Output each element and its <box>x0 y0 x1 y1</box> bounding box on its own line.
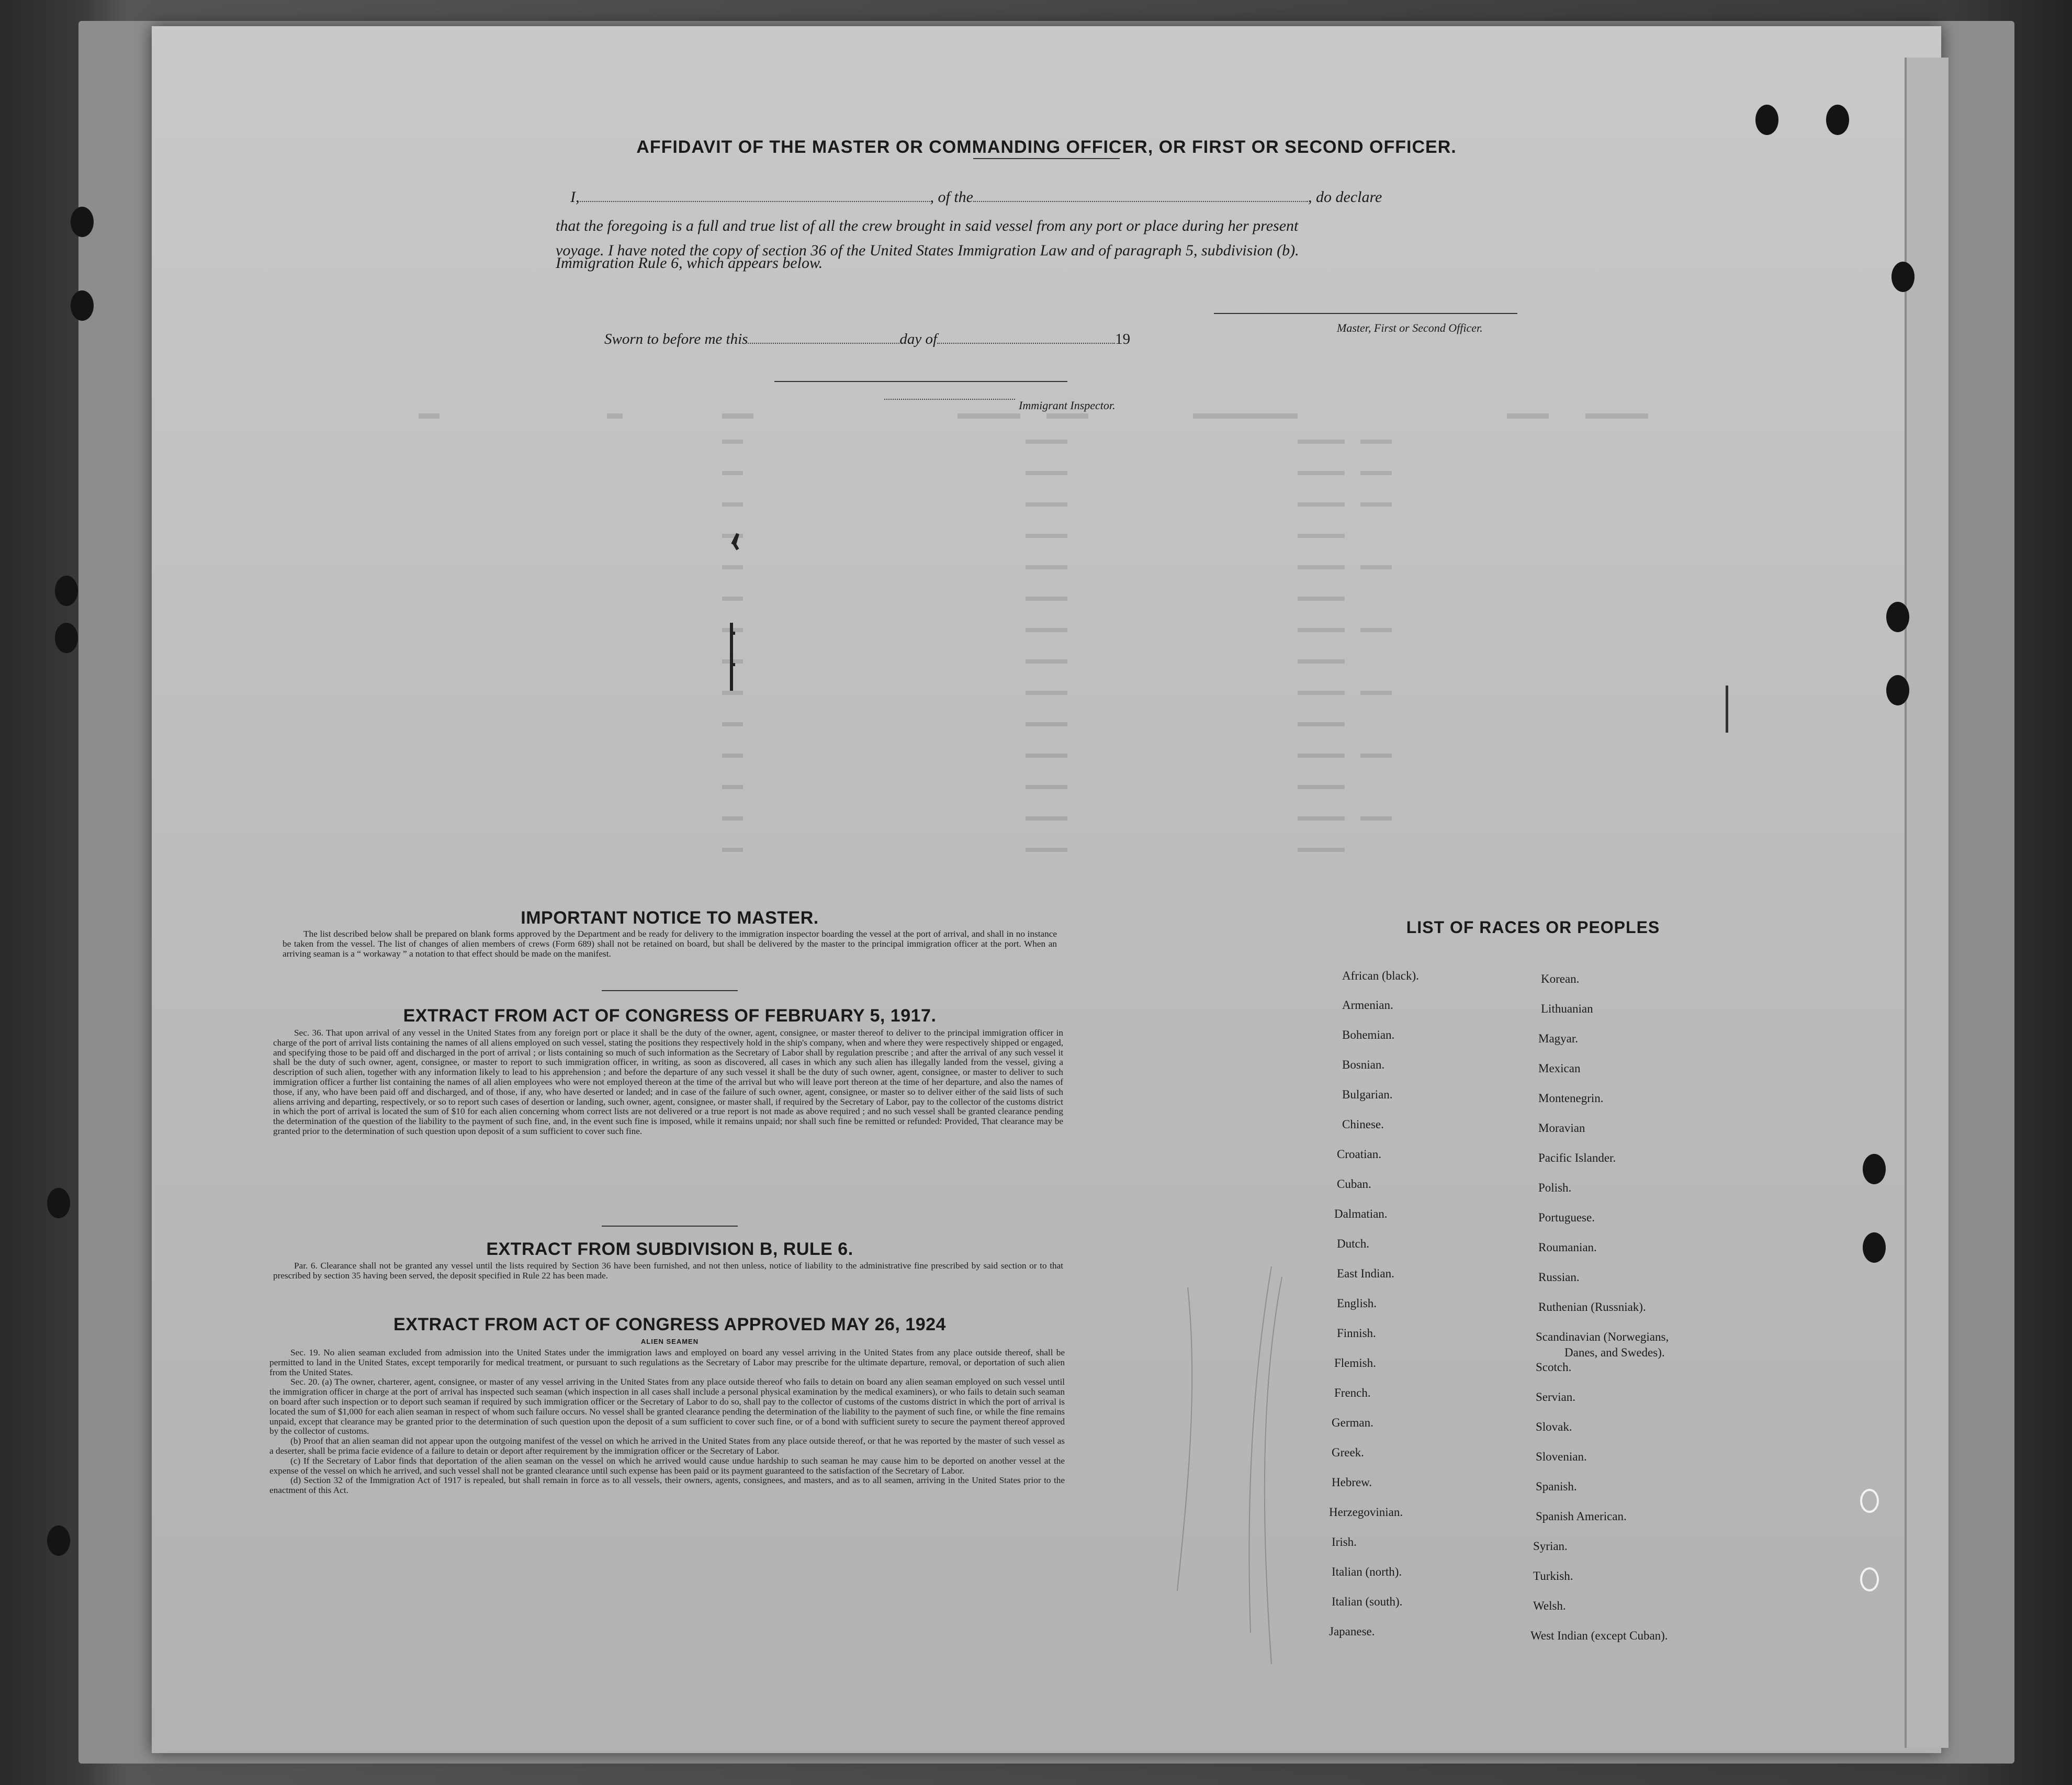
page-edge <box>1905 58 1949 1748</box>
punch-hole <box>1860 1489 1879 1513</box>
race-item: Greek. <box>1332 1446 1364 1459</box>
race-item: Cuban. <box>1337 1177 1371 1191</box>
race-item: Bohemian. <box>1342 1028 1395 1041</box>
divider <box>973 158 1120 159</box>
race-item: English. <box>1337 1297 1377 1310</box>
race-item: Slovenian. <box>1536 1450 1587 1463</box>
race-item: Roumanian. <box>1538 1241 1597 1254</box>
race-item: Spanish. <box>1536 1480 1577 1493</box>
race-item: Slovak. <box>1536 1420 1572 1433</box>
punch-hole <box>1826 105 1849 135</box>
extract-1924-subtitle: ALIEN SEAMEN <box>640 1338 699 1345</box>
punch-hole <box>71 207 94 237</box>
race-item: Lithuanian <box>1541 1002 1593 1015</box>
race-item: Hebrew. <box>1332 1476 1372 1489</box>
race-item: Spanish American. <box>1536 1510 1627 1523</box>
punch-hole <box>1886 602 1909 632</box>
race-item: Syrian. <box>1533 1540 1568 1553</box>
month-blank[interactable] <box>937 343 1115 344</box>
punch-hole <box>47 1188 70 1218</box>
punch-hole <box>1860 1567 1879 1591</box>
race-item: Turkish. <box>1533 1569 1573 1582</box>
race-item: Dalmatian. <box>1334 1207 1388 1220</box>
race-item: Dutch. <box>1337 1237 1369 1250</box>
declare-label: , do declare <box>1308 188 1382 206</box>
race-item: Welsh. <box>1533 1599 1566 1612</box>
punch-hole <box>55 623 78 653</box>
punch-hole <box>1886 675 1909 705</box>
punch-hole <box>1863 1232 1886 1263</box>
punch-hole <box>55 576 78 606</box>
year-label: 19 <box>1115 331 1131 347</box>
extract-rule6-text: Par. 6. Clearance shall not be granted any vessel until the lists required by Section 36 have been furnished, and not then unless, notice of liability to the administrative fine prescribed by said section or to that prescribed by section 35 having been served, the deposit specified in Rule 22 has been made. <box>273 1261 1063 1281</box>
name-blank[interactable] <box>580 201 930 202</box>
section-19: Sec. 19. No alien seaman excluded from admission into the United States under the immigration laws and employed on board any vessel arriving in the United States from any place outside thereof, shall be permitted to land in the United States, except temporarily for medical treatment, or pursuant to such regulations as the Secretary of Labor may prescribe for the ultimate departure, removal, or deportation of such alien from the United States. <box>269 1348 1065 1377</box>
race-item: Montenegrin. <box>1538 1092 1604 1105</box>
punch-hole <box>1755 105 1778 135</box>
notice-title: IMPORTANT NOTICE TO MASTER. <box>521 908 819 928</box>
race-item: Polish. <box>1538 1181 1572 1194</box>
race-item: Armenian. <box>1342 998 1393 1012</box>
inspector-label: Immigrant Inspector. <box>1019 399 1116 412</box>
race-item: Bulgarian. <box>1342 1088 1393 1101</box>
extract-rule6-title: EXTRACT FROM SUBDIVISION B, RULE 6. <box>486 1239 853 1259</box>
race-item: Portuguese. <box>1538 1211 1595 1224</box>
race-item: Russian. <box>1538 1271 1580 1284</box>
punch-hole <box>71 290 94 321</box>
race-item: Danes, and Swedes). <box>1564 1346 1665 1359</box>
divider <box>602 1226 738 1227</box>
race-item: Croatian. <box>1337 1148 1381 1161</box>
vessel-blank[interactable] <box>973 201 1308 202</box>
race-item: African (black). <box>1342 969 1419 982</box>
race-item: Ruthenian (Russniak). <box>1538 1300 1646 1314</box>
section-20c: (c) If the Secretary of Labor finds that deportation of the alien seaman on the vessel on which he arrived would cause undue hardship to such seaman he may cause him to be deported on another vessel at the expense of the vessel on which he arrived, and such vessel shall not be granted clearance until such expense has been paid or its payment guaranteed to the satisfaction of the Secretary of Labor. <box>269 1455 1065 1476</box>
races-title: LIST OF RACES OR PEOPLES <box>1406 918 1660 937</box>
affidavit-line-4: Immigration Rule 6, which appears below. <box>556 254 823 272</box>
race-item: Italian (north). <box>1332 1565 1402 1578</box>
day-of-label: day of <box>899 331 938 347</box>
affidavit-line-1 <box>570 188 1382 206</box>
divider <box>602 990 738 991</box>
race-item: Chinese. <box>1342 1118 1384 1131</box>
race-item: Korean. <box>1541 972 1580 985</box>
race-item: Scotch. <box>1536 1361 1572 1374</box>
race-item: Herzegovinian. <box>1329 1506 1403 1519</box>
race-item: Moravian <box>1538 1121 1585 1135</box>
page-mark <box>1726 686 1728 733</box>
affidavit-line-2: that the foregoing is a full and true list of all the crew brought in said vessel from any port or place during her present <box>556 217 1299 234</box>
master-label: Master, First or Second Officer. <box>1337 321 1483 334</box>
race-item: West Indian (except Cuban). <box>1530 1629 1668 1642</box>
day-blank[interactable] <box>748 343 899 344</box>
notice-text: The list described below shall be prepared on blank forms approved by the Department and be ready for delivery to the immigration inspector boarding the vessel at the port of arrival, and shall in no instance be taken from the vessel. The list of changes of alien members of crews (Form 689) shall not be retained on board, but shall be delivered by the master to the principal immigration officer at the port. When an arriving seaman is a “ workaway ” a notation to that effect should be made on the manifest. <box>283 929 1057 959</box>
race-item: Flemish. <box>1334 1356 1376 1369</box>
race-item: East Indian. <box>1337 1267 1394 1280</box>
section-20a: Sec. 20. (a) The owner, charterer, agent, consignee, or master of any vessel arriving in the United States from any place outside thereof who fails to detain on board any alien seaman employed on such vessel until the immigration officer in charge at the port of arrival has inspected such seaman (which inspection in all cases shall include a personal physical examination by the medical examiners), or who fails to detain such seaman on board after such inspection or to deport such seaman if required by such immigration officer or the Secretary of Labor to do so, shall pay to the collector of customs of the customs district in which the port of arrival is located the sum of $1,000 for each alien seaman in respect of whom such failure occurs. No vessel shall be granted clearance pending the determination of the liability to the payment of such fine, or while the fine remains unpaid, except that clearance may be granted prior to the determination of such question upon the deposit of a sum sufficient to cover such fine, or of a bond with sufficient surety to secure the payment thereof approved by the collector of customs. <box>269 1377 1065 1436</box>
of-the-label: , of the <box>930 188 973 206</box>
race-item: Finnish. <box>1337 1327 1376 1340</box>
affidavit-i-label: I, <box>570 188 580 206</box>
race-item: Mexican <box>1538 1062 1581 1075</box>
extract-1924-title: EXTRACT FROM ACT OF CONGRESS APPROVED MAY 26, 1924 <box>393 1315 946 1334</box>
sworn-label: Sworn to before me this <box>604 331 748 347</box>
sworn-line <box>604 331 1130 348</box>
race-item: French. <box>1334 1386 1371 1399</box>
punch-hole <box>47 1525 70 1556</box>
race-item: Servian. <box>1536 1390 1576 1404</box>
extract-1917-text: Sec. 36. That upon arrival of any vessel in the United States from any foreign port or place it shall be the duty of the owner, agent, consignee, or master thereof to deliver to the principal immigration officer in charge of the port of arrival lists containing the names of all aliens employed on such vessel, stating the positions they respectively hold in the ship's company, when and where they were respectively shipped or engaged, and specifying those to be paid off and discharged in the port of arrival ; or lists containing so much of such information as the Secretary of Labor shall by regulation prescribe ; and after the arrival of any such vessel it shall be the duty of such owner, agent, consignee, or master to report to such immigration officer, in writing, as soon as discovered, all cases in which any such alien has illegally landed from the vessel, giving a description of such alien, together with any information likely to lead to his apprehension ; and before the departure of any such vessel it shall be the duty of such owner, agent, consignee, or master to deliver to such immigration officer a further list containing the names of all alien employees who were not employed thereon at the time of the arrival but who will leave port thereon at the time of her departure, and also the names of those, if any, who have been paid off and discharged, and of those, if any, who have deserted or landed; and in case of the failure of such owner, agent, consignee, or master so to deliver either of the said lists of such aliens arriving and departing, respectively, or so to report such cases of desertion or landing, such owner, agent, consignee, or master shall, if required by the Secretary of Labor, pay to the collector of the customs district in which the port of arrival is located the sum of $10 for each alien concerning whom correct lists are not delivered or a true report is not made as above required ; and no such vessel shall be granted clearance pending the determination of the question of the liability to the payment of such fine, and, in the event such fine is imposed, while it remains unpaid; nor shall such fine be remitted or refunded: Provided, That clearance may be granted prior to the determination of such question upon deposit of a sum sufficient to cover such fine. <box>273 1028 1063 1136</box>
race-item: Italian (south). <box>1332 1595 1403 1608</box>
master-signature-line[interactable] <box>1214 313 1517 314</box>
race-item: Irish. <box>1332 1535 1357 1548</box>
race-item: Bosnian. <box>1342 1058 1385 1071</box>
inspector-signature-line[interactable] <box>774 381 1067 382</box>
section-20d: (d) Section 32 of the Immigration Act of 1917 is repealed, but shall remain in force as to all vessels, their owners, agents, consignees, and masters, and as to all seamen, arriving in the United States prior to the enactment of this Act. <box>269 1475 1065 1496</box>
punch-hole <box>1891 262 1915 292</box>
inspector-dotted <box>884 399 1015 400</box>
affidavit-title: AFFIDAVIT OF THE MASTER OR COMMANDING OFFICER, OR FIRST OR SECOND OFFICER. <box>636 137 1457 157</box>
race-item: Pacific Islander. <box>1538 1151 1616 1164</box>
extract-1924-text <box>269 1348 1065 1496</box>
pencil-strokes <box>1125 1256 1345 1675</box>
punch-hole <box>1863 1154 1886 1184</box>
race-item: Scandinavian (Norwegians, <box>1536 1330 1669 1343</box>
race-item: Japanese. <box>1329 1625 1375 1638</box>
section-20b: (b) Proof that an alien seaman did not appear upon the outgoing manifest of the vessel on which he arrived in the United States from any place outside thereof, or that he was reported by the master of such vessel as a deserter, shall be prima facie evidence of a failure to detain or deport after requirement by the immigration officer or the Secretary of Labor. <box>269 1436 1065 1456</box>
affidavit-line-3: voyage. I have noted the copy of section 36 of the United States Immigration Law and of paragraph 5, subdivision (b). <box>556 242 1299 259</box>
race-item: Magyar. <box>1538 1032 1579 1045</box>
extract-1917-title: EXTRACT FROM ACT OF CONGRESS OF FEBRUARY 5, 1917. <box>403 1006 937 1026</box>
bleed-through-marks <box>408 408 1873 931</box>
race-item: German. <box>1332 1416 1373 1429</box>
